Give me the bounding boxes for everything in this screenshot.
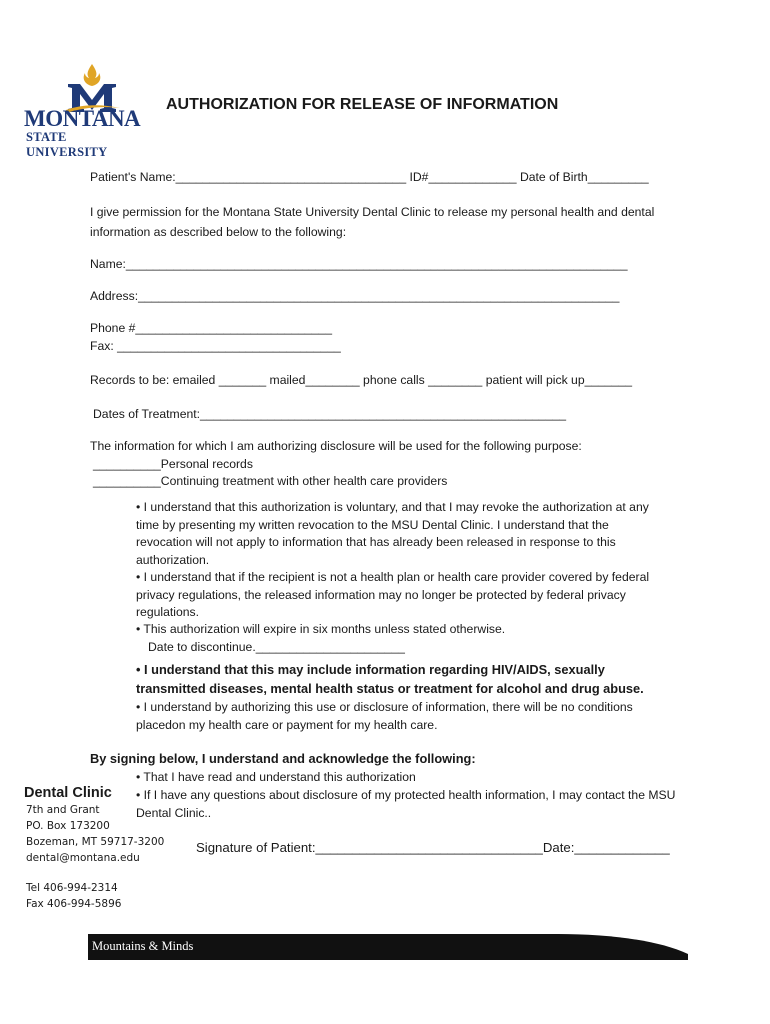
logo-wordmark-montana: MONTANA xyxy=(24,106,141,131)
sidebar-address-city: Bozeman, MT 59717-3200 xyxy=(26,836,165,848)
recipient-name-field[interactable]: Name:__________________________________________________________________________ xyxy=(90,257,628,271)
records-delivery-options[interactable]: Records to be: emailed _______ mailed________ phone calls ________ patient will pick up_______ xyxy=(90,373,633,387)
acknowledge-heading: By signing below, I understand and acknowledge the following: xyxy=(90,751,476,766)
purpose-continuing-treatment[interactable]: __________Continuing treatment with other health care providers xyxy=(93,474,448,488)
bullet-expiration: • This authorization will expire in six months unless stated otherwise. xyxy=(136,622,506,636)
bullet-recipient-not-covered: • I understand that if the recipient is not a health plan or health care provider covered by federal privacy regulations, the released information may no longer be protected by federal privacy regulations. xyxy=(136,570,650,619)
recipient-fax-field[interactable]: Fax: _________________________________ xyxy=(90,339,341,353)
msu-logo xyxy=(24,58,150,159)
purpose-intro: The information for which I am authorizing disclosure will be used for the following purpose: xyxy=(90,439,582,453)
ack-contact-clinic: • If I have any questions about disclosure of my protected health information, I may contact the MSU Dental Clinic.. xyxy=(136,788,676,820)
patient-signature-field[interactable]: Signature of Patient:_______________________________Date:_____________ xyxy=(196,840,670,855)
sidebar-telephone: Tel 406-994-2314 xyxy=(26,882,118,894)
date-to-discontinue-field[interactable]: Date to discontinue.______________________ xyxy=(148,640,405,654)
logo-wordmark-state-university: STATE UNIVERSITY xyxy=(26,130,108,159)
sidebar-clinic-name: Dental Clinic xyxy=(24,785,112,801)
recipient-phone-field[interactable]: Phone #_____________________________ xyxy=(90,321,332,335)
page-title: AUTHORIZATION FOR RELEASE OF INFORMATION xyxy=(166,96,559,113)
permission-statement: I give permission for the Montana State University Dental Clinic to release my personal health and dental information as described below to the following: xyxy=(90,205,655,239)
sidebar-fax: Fax 406-994-5896 xyxy=(26,898,122,910)
sidebar-address-street: 7th and Grant xyxy=(26,804,100,816)
purpose-personal-records[interactable]: __________Personal records xyxy=(93,457,253,471)
sidebar-address-po-box: PO. Box 173200 xyxy=(26,820,110,832)
ack-read-understand: • That I have read and understand this authorization xyxy=(136,770,416,784)
recipient-address-field[interactable]: Address:_______________________________________________________________________ xyxy=(90,289,620,303)
bullet-voluntary-revocation: • I understand that this authorization is voluntary, and that I may revoke the authorization at any time by presenting my written revocation to the MSU Dental Clinic. I understand that the revocation will not apply to information that has already been released in response to this authorization. xyxy=(136,500,649,567)
sidebar-email[interactable]: dental@montana.edu xyxy=(26,852,140,864)
footer-tagline: Mountains & Minds xyxy=(92,939,194,953)
bullet-sensitive-information: • I understand that this may include information regarding HIV/AIDS, sexually transmitted diseases, mental health status or treatment for alcohol and drug abuse. xyxy=(136,662,644,696)
dates-of-treatment-field[interactable]: Dates of Treatment:______________________________________________________ xyxy=(93,407,567,421)
bullet-no-conditions: • I understand by authorizing this use or disclosure of information, there will be no conditions placedon my health care or payment for my health care. xyxy=(136,700,633,732)
patient-info-line[interactable]: Patient's Name:__________________________________ ID#_____________ Date of Birth_________ xyxy=(90,170,649,184)
